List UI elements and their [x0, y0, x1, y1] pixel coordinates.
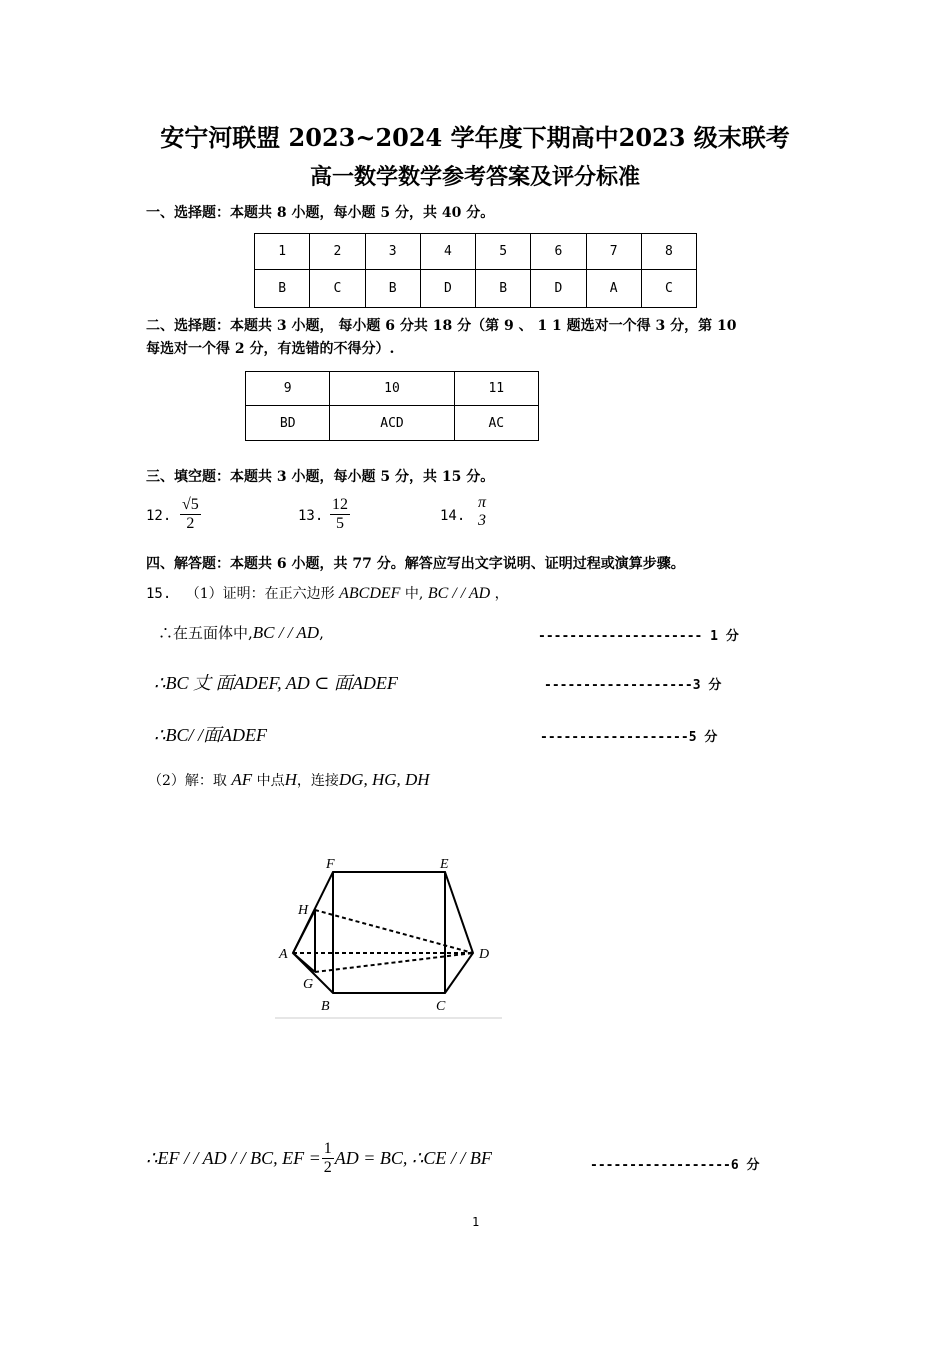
one-half-fraction	[322, 1140, 334, 1177]
table-cell: ACD	[330, 406, 454, 441]
table-cell: 9	[246, 372, 330, 406]
q15-hexagon-name: ABCDEF	[339, 585, 401, 602]
table-cell: 3	[365, 234, 420, 270]
label-a: A	[279, 947, 288, 962]
section3-heading: 三、填空题：本题共 3 小题，每小题 5 分，共 15 分。	[146, 469, 495, 485]
q15-part1-end: ，	[494, 586, 509, 602]
q14-label: 14.	[440, 508, 466, 524]
final-formula	[146, 1140, 492, 1177]
label-f: F	[326, 857, 335, 872]
table-cell: 2	[310, 234, 365, 270]
q15-part1-mid: 中,	[404, 586, 424, 602]
table-cell: 5	[476, 234, 531, 270]
label-c: C	[436, 999, 446, 1014]
q15-label: 15.	[146, 586, 172, 602]
section2-heading-line1: 二、选择题：本题共 3 小题， 每小题 6 分共 18 分（第 9 、 1 1 题选对一个得 3 分，第 10	[146, 318, 737, 334]
q15-part2-line	[148, 770, 430, 790]
part2-segments: DG, HG, DH	[338, 770, 430, 789]
label-h: H	[298, 903, 309, 918]
dashed-hd	[315, 910, 473, 953]
section1-answer-table	[254, 233, 697, 308]
label-e: E	[440, 857, 449, 872]
part2-prefix: （2）解：取	[148, 773, 227, 789]
label-d: D	[479, 947, 490, 962]
section2-answer-row	[246, 406, 539, 441]
table-cell: B	[255, 270, 310, 308]
part2-mid: 中点	[256, 773, 285, 789]
final-numerator: 1	[323, 1140, 332, 1157]
q13-numerator: 12	[332, 496, 348, 513]
document-title: 安宁河联盟 2023~2024 学年度下期高中2023 级末联考	[160, 123, 790, 152]
step1-line	[158, 622, 324, 643]
q13-answer	[330, 496, 350, 533]
section4-heading: 四、解答题：本题共 6 小题，共 77 分。解答应写出文字说明、证明过程或演算步骤。	[146, 556, 685, 572]
table-cell: B	[476, 270, 531, 308]
table-cell: B	[365, 270, 420, 308]
q12-answer	[180, 496, 201, 533]
table-cell: AC	[454, 406, 538, 441]
table-cell: D	[531, 270, 586, 308]
section1-heading: 一、选择题：本题共 8 小题，每小题 5 分，共 40 分。	[146, 205, 495, 221]
q12-denominator: 2	[186, 515, 195, 532]
edge-ag	[293, 953, 315, 972]
table-cell: 11	[454, 372, 538, 406]
step1-end: ,	[319, 624, 324, 642]
dashed-gd	[315, 953, 473, 972]
table-cell: 10	[330, 372, 454, 406]
final-rhs: AD = BC, ∴CE / / BF	[334, 1148, 492, 1168]
q12-numerator: √5	[182, 496, 199, 513]
part2-point-h: H	[284, 770, 297, 789]
step3-score: -------------------5 分	[540, 730, 718, 745]
table-cell: D	[420, 270, 475, 308]
step1-relation: BC / / AD	[252, 623, 320, 642]
q12-label: 12.	[146, 508, 172, 524]
final-denominator: 2	[323, 1159, 332, 1176]
section2-number-row	[246, 372, 539, 406]
q14-numerator: π	[478, 494, 487, 511]
document-subtitle: 高一数学数学参考答案及评分标准	[309, 164, 640, 190]
part2-segment-af: AF	[231, 770, 253, 789]
part2-connect: ，连接	[296, 773, 339, 789]
table-cell: 6	[531, 234, 586, 270]
table-cell: C	[641, 270, 696, 308]
final-score: ------------------6 分	[590, 1158, 760, 1173]
section2-answer-table	[245, 371, 539, 441]
pentahedron-figure	[270, 850, 510, 1025]
table-cell: 8	[641, 234, 696, 270]
step3-formula: ∴BC/ /面ADEF	[154, 725, 267, 745]
step2-score: -------------------3 分	[544, 678, 722, 693]
table-cell: A	[586, 270, 641, 308]
table-cell: 4	[420, 234, 475, 270]
q13-denominator: 5	[336, 515, 344, 532]
q14-answer	[476, 494, 488, 530]
table-cell: BD	[246, 406, 330, 441]
q15-part1-prefix: （1）证明：在正六边形	[185, 586, 335, 602]
q14-denominator: 3	[478, 512, 486, 529]
step1-prefix: ∴在五面体中,	[158, 624, 253, 642]
q15-part1-relation: BC / / AD	[427, 585, 491, 602]
table-cell: 7	[586, 234, 641, 270]
label-g: G	[303, 977, 314, 992]
page-number: 1	[472, 1215, 480, 1229]
section1-answer-row	[255, 270, 697, 308]
final-lhs: ∴EF / / AD / / BC, EF =	[146, 1148, 321, 1168]
q13-label: 13.	[298, 508, 324, 524]
label-b: B	[321, 999, 330, 1014]
section2-heading-line2: 每选对一个得 2 分，有选错的不得分）.	[146, 341, 395, 357]
step2-formula: ∴BC 丈 面ADEF, AD ⊂ 面ADEF	[154, 673, 398, 693]
q15-part1-line	[146, 583, 509, 603]
table-cell: C	[310, 270, 365, 308]
step1-score: --------------------- 1 分	[538, 629, 739, 644]
table-cell: 1	[255, 234, 310, 270]
section1-number-row	[255, 234, 697, 270]
